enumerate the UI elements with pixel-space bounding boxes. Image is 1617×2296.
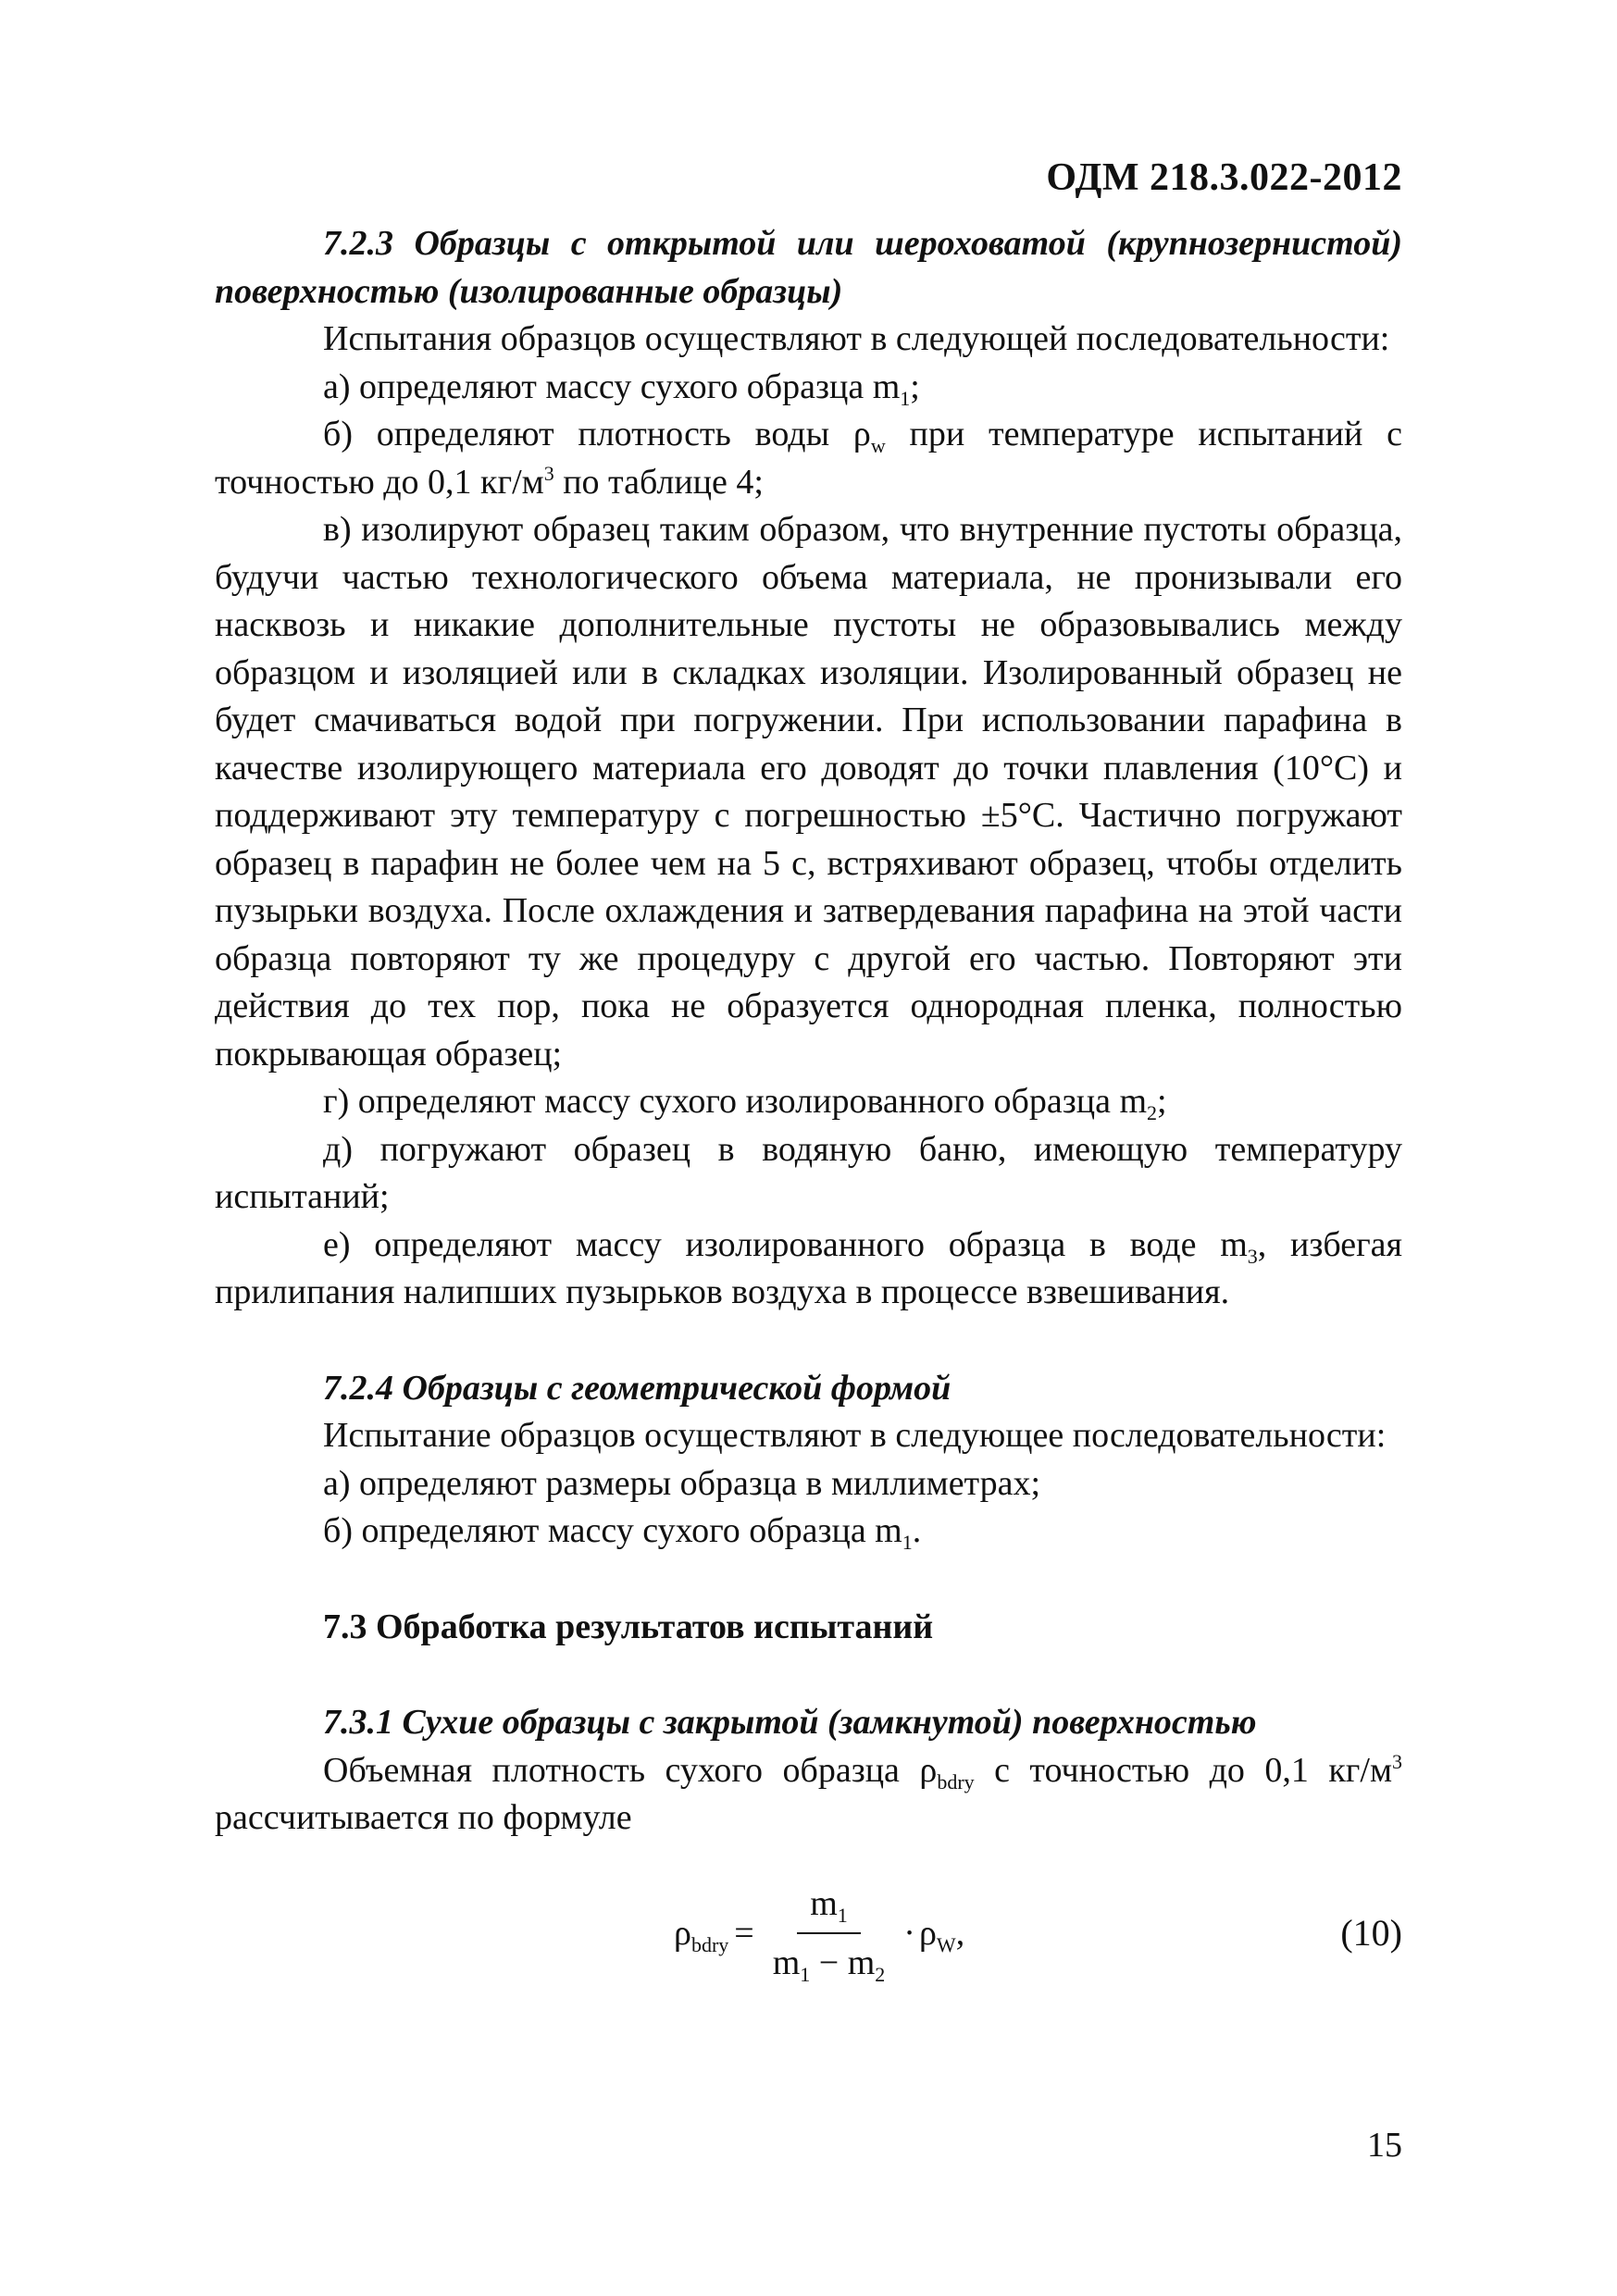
spacer xyxy=(215,1317,1402,1365)
formula-lhs: $\rho_{bdry}$ xyxy=(674,1913,729,1956)
section-7-2-3-title: 7.2.3 Образцы с открытой или шероховатой (крупнозернистой) поверхностью (изолированные образцы) xyxy=(215,224,1402,311)
section-7-3-title: 7.3 Обработка результатов испытаний xyxy=(323,1607,934,1646)
document-code: ОДМ 218.3.022-2012 xyxy=(1046,156,1402,199)
section-7-3-1-title: 7.3.1 Сухие образцы с закрытой (замкнутой) поверхностью xyxy=(323,1703,1257,1742)
item-g: г) определяют массу сухого изолированного образца $m_2$; xyxy=(323,1082,1167,1124)
item-b-2: б) определяют массу сухого образца $m_1$. xyxy=(323,1511,922,1554)
item-e: е) определяют массу изолированного образца в воде $m_3$, избегая прилипания налипших пузырьков воздуха в процессе взвешивания. xyxy=(215,1224,1402,1311)
section-7-3-1-text: Объемная плотность сухого образца $\rho_{bdry}$ с точностью до 0,1 $кг/м^3$ рассчитывается по формуле xyxy=(215,1749,1402,1837)
spacer xyxy=(215,1556,1402,1604)
formula-rhs: $\rho_W$, xyxy=(918,1913,965,1956)
item-v: в) изолируют образец таким образом, что внутренние пустоты образца, будучи частью технологического объема материала, не пронизывали его насквозь и никакие дополнительные пустоты не образовывались между образцом и изоляцией или в складках изоляции. Изолированный образец не будет смачиваться водой при погружении. При использовании парафина в качестве изолирующего материала его доводят до точки плавления (10°С) и поддерживают эту температуру с погрешностью ±5°С. Частично погружают образец в парафин не более чем на 5 с, встряхивают образец, чтобы отделить пузырьки воздуха. После охлаждения и затвердевания парафина на этой части образца повторяют ту же процедуру с другой его частью. Повторяют эти действия до тех пор, пока не образуется однородная пленка, полностью покрывающая образец; xyxy=(215,510,1402,1074)
section-7-2-3-intro: Испытания образцов осуществляют в следующей последовательности: xyxy=(323,319,1390,358)
section-7-2-4-intro: Испытание образцов осуществляют в следующее последовательности: xyxy=(323,1416,1387,1455)
formula-equals: = xyxy=(734,1913,754,1953)
fraction-denominator: $m_1 - m_2$ xyxy=(772,1942,886,1986)
formula-fraction xyxy=(760,1880,899,1987)
item-a: а) определяют массу сухого образца $m_1$; xyxy=(323,366,920,410)
section-7-2-4-title: 7.2.4 Образцы с геометрической формой xyxy=(323,1368,952,1408)
fraction-numerator: $m_1$ xyxy=(797,1880,861,1934)
item-b: б) определяют плотность воды $\rho_w$ при температуре испытаний с точностью до 0,1 $кг/м^3$ по таблице 4; xyxy=(215,415,1402,502)
formula-expression xyxy=(674,1865,964,2004)
spacer xyxy=(215,1651,1402,1699)
item-a-2: а) определяют размеры образца в миллиметрах; xyxy=(323,1463,1041,1503)
formula-10 xyxy=(215,1865,1402,2004)
page-number: 15 xyxy=(1367,2126,1402,2165)
formula-multiply: · xyxy=(903,1913,915,1953)
document-body xyxy=(215,220,1402,2004)
item-d: д) погружают образец в водяную баню, имеющую температуру испытаний; xyxy=(215,1129,1402,1216)
equation-number: (10) xyxy=(1340,1911,1402,1954)
